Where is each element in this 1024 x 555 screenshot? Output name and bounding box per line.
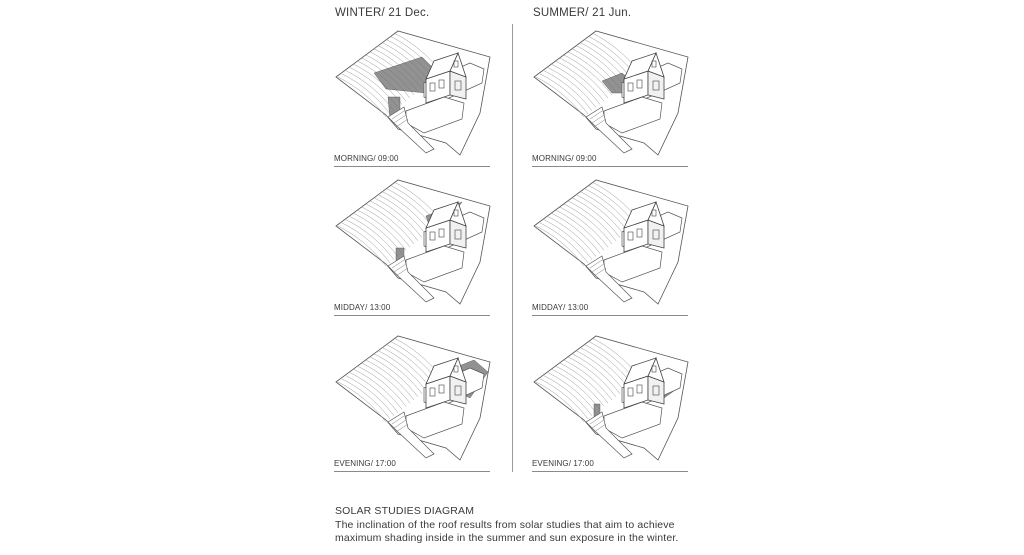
summer-evening-label: EVENING/ 17:00 — [532, 459, 594, 468]
winter-column-title: WINTER/ 21 Dec. — [335, 7, 430, 19]
summer-morning-panel — [532, 27, 692, 167]
caption-line-1: The inclination of the roof results from solar studies that aim to achieve — [335, 518, 675, 531]
summer-evening-panel — [532, 332, 692, 472]
column-divider — [512, 24, 513, 472]
diagram-caption — [335, 505, 678, 546]
winter-evening-panel — [334, 332, 494, 472]
winter-morning-rule — [334, 166, 490, 167]
summer-morning-label: MORNING/ 09:00 — [532, 154, 597, 163]
winter-midday-diagram — [334, 176, 494, 316]
summer-column-title: SUMMER/ 21 Jun. — [533, 7, 632, 19]
summer-midday-diagram — [532, 176, 692, 316]
summer-evening-diagram — [532, 332, 692, 472]
winter-morning-label: MORNING/ 09:00 — [334, 154, 399, 163]
summer-midday-label: MIDDAY/ 13:00 — [532, 303, 589, 312]
winter-morning-diagram — [334, 27, 494, 167]
winter-morning-panel — [334, 27, 494, 167]
summer-evening-rule — [532, 471, 688, 472]
winter-evening-label: EVENING/ 17:00 — [334, 459, 396, 468]
summer-midday-panel — [532, 176, 692, 316]
winter-evening-rule — [334, 471, 490, 472]
winter-midday-rule — [334, 315, 490, 316]
winter-evening-diagram — [334, 332, 494, 472]
caption-title: SOLAR STUDIES DIAGRAM — [335, 505, 475, 517]
summer-midday-rule — [532, 315, 688, 316]
caption-line-2: maximum shading inside in the summer and sun exposure in the winter. — [335, 532, 679, 544]
winter-midday-label: MIDDAY/ 13:00 — [334, 303, 391, 312]
summer-morning-rule — [532, 166, 688, 167]
summer-morning-diagram — [532, 27, 692, 167]
winter-midday-panel — [334, 176, 494, 316]
